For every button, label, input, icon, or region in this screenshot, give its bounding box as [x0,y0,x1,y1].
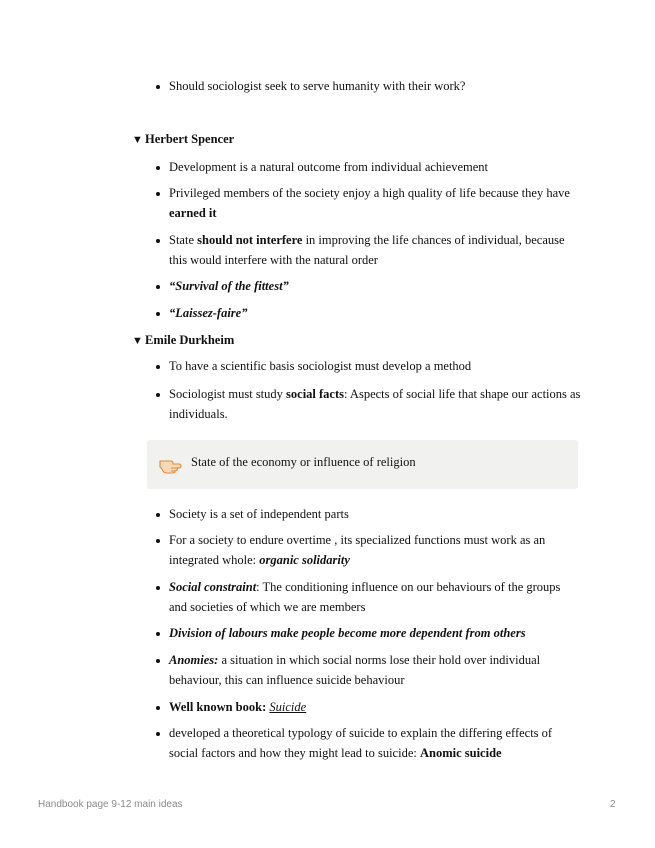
list-item: Development is a natural outcome from individual achievement [169,158,581,178]
section-heading-herbert-spencer[interactable] [132,130,234,150]
list-item: Sociologist must study social facts: Aspects of social life that shape our actions as individuals. [169,385,581,424]
list-item: Privileged members of the society enjoy a high quality of life because they have earned it [169,184,581,223]
list-item: To have a scientific basis sociologist must develop a method [169,357,581,377]
list-item: Should sociologist seek to serve humanity with their work? [169,77,581,97]
page-number: 2 [610,799,616,810]
callout-text: State of the economy or influence of religion [191,455,416,469]
list-item: Anomies: a situation in which social norms lose their hold over individual behaviour, this can influence suicide behaviour [169,651,581,690]
list-item: Division of labours make people become more dependent from others [169,624,581,644]
list-item: Social constraint: The conditioning influence on our behaviours of the groups and societies of which we are members [169,578,581,617]
pointing-hand-icon [159,455,183,475]
list-item: “Survival of the fittest” [169,277,581,297]
section-heading-emile-durkheim[interactable] [132,331,234,351]
list-item: “Laissez-faire” [169,304,581,324]
toggle-triangle-icon[interactable]: ▼ [132,134,143,146]
footer-title: Handbook page 9-12 main ideas [38,799,183,810]
list-item: Well known book: Suicide [169,698,581,718]
section-title: Emile Durkheim [145,333,235,347]
list-item: Society is a set of independent parts [169,505,581,525]
list-item: developed a theoretical typology of suicide to explain the differing effects of social factors and how they might lead to suicide: Anomic suicide [169,724,581,763]
book-title-link[interactable]: Suicide [269,700,307,714]
list-item: For a society to endure overtime , its specialized functions must work as an integrated whole: organic solidarity [169,531,581,570]
callout-box [147,440,578,489]
list-item: State should not interfere in improving the life chances of individual, because this would interfere with the natural order [169,231,581,270]
toggle-triangle-icon[interactable]: ▼ [132,335,143,347]
section-title: Herbert Spencer [145,132,235,146]
